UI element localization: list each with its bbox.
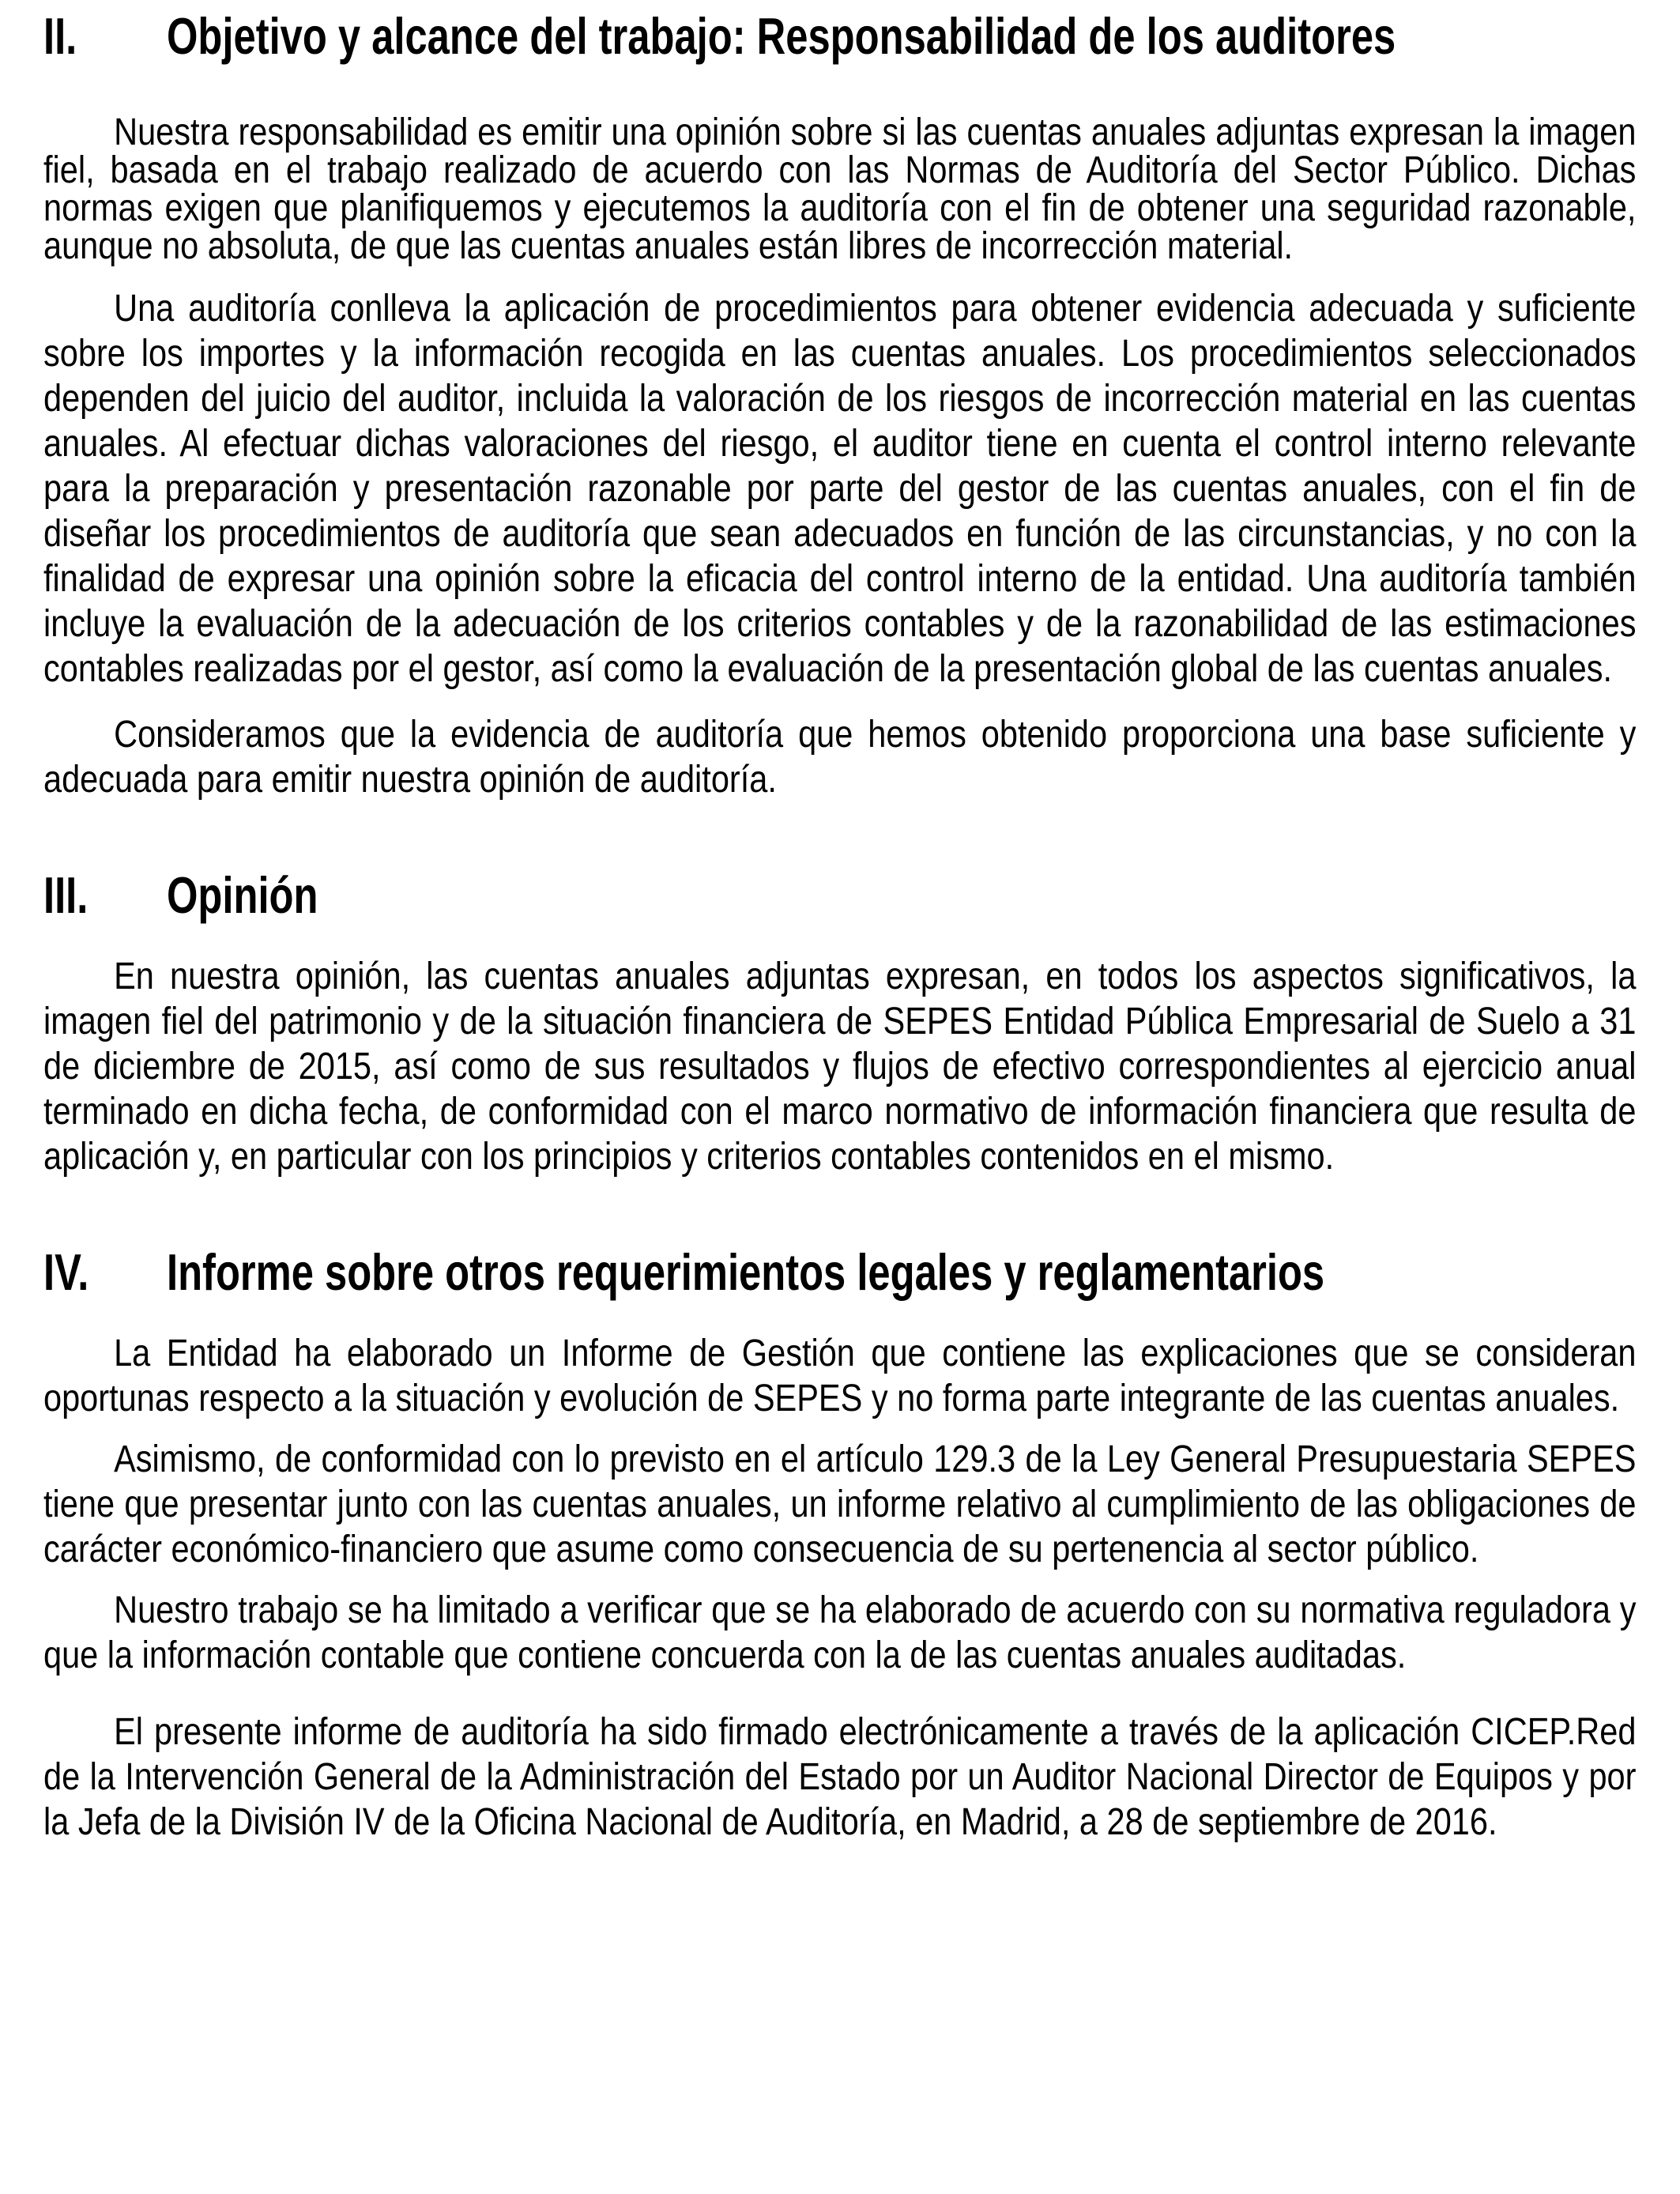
paragraph-evidence-basis: Consideramos que la evidencia de auditoría que hemos obtenido proporciona una base suficiente y adecuada para emitir nuestra opinión de auditoría. xyxy=(43,714,1637,801)
paragraph-electronic-signature: El presente informe de auditoría ha sido firmado electrónicamente a través de la aplicación CICEP.Red de la Intervención General de la Administración del Estado por un Auditor Nacional Director de Equipos y por la Jefa de la División IV de la Oficina Nacional de Auditoría, en Madrid, a 28 de septiembre de 2016. xyxy=(43,1711,1637,1843)
paragraph-audit-procedures: Una auditoría conlleva la aplicación de procedimientos para obtener evidencia adecuada y suficiente sobre los importes y la información recogida en las cuentas anuales. Los procedimientos seleccionados dependen del juicio del auditor, incluida la valoración de los riesgos de incorrección material en las cuentas anuales. Al efectuar dichas valoraciones del riesgo, el auditor tiene en cuenta el control interno relevante para la preparación y presentación razonable por parte del gestor de las cuentas anuales, con el fin de diseñar los procedimientos de auditoría que sean adecuados en función de las circunstancias, y no con la finalidad de expresar una opinión sobre la eficacia del control interno de la entidad. Una auditoría también incluye la evaluación de la adecuación de los criterios contables y de la razonabilidad de las estimaciones contables realizadas por el gestor, así como la evaluación de la presentación global de las cuentas anuales. xyxy=(43,288,1637,690)
section-iv-numeral: IV. xyxy=(43,1243,89,1301)
section-iii-numeral: III. xyxy=(43,866,89,924)
section-ii-title: Objetivo y alcance del trabajo: Responsabilidad de los auditores xyxy=(167,7,1396,65)
section-iv-title: Informe sobre otros requerimientos legales y reglamentarios xyxy=(167,1243,1325,1301)
paragraph-responsibility: Nuestra responsabilidad es emitir una opinión sobre si las cuentas anuales adjuntas expresan la imagen fiel, basada en el trabajo realizado de acuerdo con las Normas de Auditoría del Sector Público. Dichas normas exigen que planifiquemos y ejecutemos la auditoría con el fin de obtener una seguridad razonable, aunque no absoluta, de que las cuentas anuales están libres de incorrección material. xyxy=(43,111,1637,267)
section-iii-title: Opinión xyxy=(167,866,318,924)
paragraph-article-129: Asimismo, de conformidad con lo previsto en el artículo 129.3 de la Ley General Presupuestaria SEPES tiene que presentar junto con las cuentas anuales, un informe relativo al cumplimiento de las obligaciones de carácter económico-financiero que asume como consecuencia de su pertenencia al sector público. xyxy=(43,1438,1637,1570)
paragraph-verification-scope: Nuestro trabajo se ha limitado a verificar que se ha elaborado de acuerdo con su normativa reguladora y que la información contable que contiene concuerda con la de las cuentas anuales auditadas. xyxy=(43,1589,1637,1676)
section-ii-numeral: II. xyxy=(43,7,77,65)
paragraph-management-report: La Entidad ha elaborado un Informe de Gestión que contiene las explicaciones que se consideran oportunas respecto a la situación y evolución de SEPES y no forma parte integrante de las cuentas anuales. xyxy=(43,1333,1637,1419)
section-iv-heading xyxy=(43,1243,1325,1301)
paragraph-opinion: En nuestra opinión, las cuentas anuales adjuntas expresan, en todos los aspectos significativos, la imagen fiel del patrimonio y de la situación financiera de SEPES Entidad Pública Empresarial de Suelo a 31 de diciembre de 2015, así como de sus resultados y flujos de efectivo correspondientes al ejercicio anual terminado en dicha fecha, de conformidad con el marco normativo de información financiera que resulta de aplicación y, en particular con los principios y criterios contables contenidos en el mismo. xyxy=(43,956,1637,1178)
section-iii-heading xyxy=(43,867,1320,924)
section-ii-heading xyxy=(43,7,1396,65)
